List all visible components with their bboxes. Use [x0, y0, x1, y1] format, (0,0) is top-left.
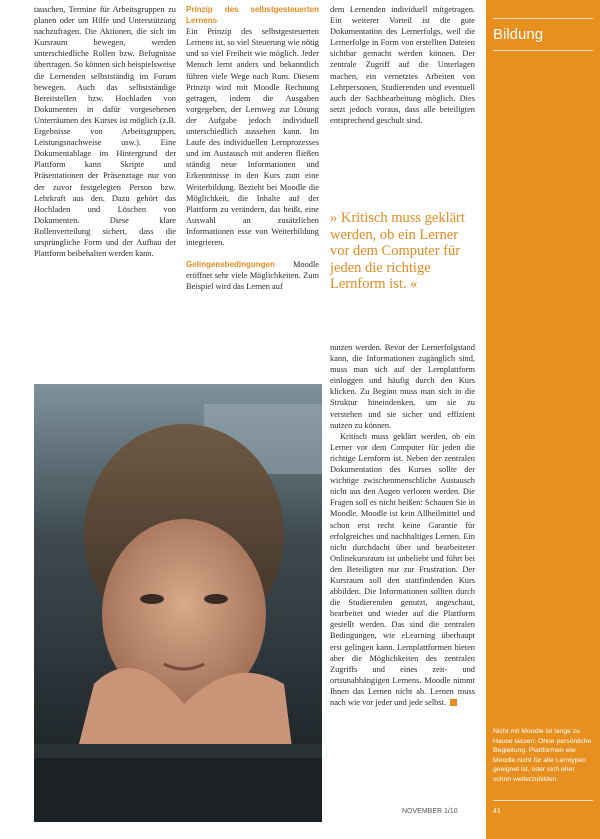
right-column-body-2-text: Kritisch muss geklärt werden, ob ein Lerner vor dem Computer für jeden die richtige Lernform ist. Neben der zentralen Dokumentation des Kurses sollte der wichtige zwischenmenschliche Austausch nicht aus den Augen verloren werden. Die Fragen soll es nicht heißen: Schauen Sie in Moodle. Moodle ist kein Allheilmittel und schon erst recht keine Garantie für erfolgreiches und nachhaltiges Lernen. Ein nicht durchdacht über und bearbeiteter Onlinekursraum ist unbeliebt und führt bei den Beteiligten nur zur Frustration. Der Kursraum soll den stattfindenden Kurs abbilden. Die Informationen sollten durch die Studierenden genutzt, angeschaut, bearbeitet und wieder auf die Plattform gestellt werden. Das sind die zentralen Bedingungen, wie eLearning überhaupt erst gelingen kann. Lernplattformen bieten aber die Möglichkeiten des zentralen Zugriffs und eines zeit- und ortsunabhängigen Lernens. Moodle nimmt Ihnen das Lernen nicht ab. Lernen muss nach wie vor jeder und jede selbst.	[330, 431, 475, 707]
right-column-top	[330, 4, 475, 126]
footer: NOVEMBER 1/10	[402, 808, 458, 815]
right-column-body-top: dem Lernenden individuell mitgetragen. Ein weiterer Vorteil ist die gute Dokumentation des Lernerfolgs, weil die Lernerfolge in Form von erstellten Dateien sichtbar gemacht werden können. Der zentrale Zugriff auf die Unterlagen machen, ein vernetztes Arbeiten von Lehrpersonen, Studierenden und eventuell auch der Sachbearbeitung möglich. Dies setzt jedoch voraus, dass alle beteiligten entsprechend geschult sind.	[330, 5, 475, 125]
sidebar-divider	[493, 18, 593, 19]
sidebar-divider	[493, 50, 593, 51]
end-marker-icon	[450, 699, 457, 706]
section-tag: Bildung	[493, 26, 544, 43]
section-heading: Prinzip des selbstgesteuerten Lernens	[186, 5, 319, 26]
left-column	[34, 4, 176, 259]
page-number: 41	[493, 808, 501, 815]
sidebar	[486, 0, 600, 839]
sidebar-divider	[493, 800, 593, 801]
photo-woman-looking-at-screen	[34, 384, 322, 822]
right-column-body-2	[330, 431, 475, 708]
middle-column-lower	[186, 259, 319, 292]
middle-column-body: Ein Prinzip des selbstgesteuerten Lernens ist, so viel Steuerung wie nötig und so viel Freiheit wie möglich. Jeder Mensch lernt anders und bekanntlich führen viele Wege nach Rom. Diesem Prinzip wird mit Moodle Rechnung getragen, indem die Ausgaben vorgegeben, der Lernweg zur Lösung der Aufgabe jedoch individuell unterschiedlich aussehen kann. Im Laufe des individuellen Lernprozesses und im Austausch mit anderen fließen ständig neue Informationen und Erkenntnisse in den Kurs zum eine Weiterbildung. Bezieht bei Moodle die Möglichkeit, die Inhalte auf der Plattform zu verändern, das heißt, eine Auswahl an zusätzlichen Informationen esse von Weiterbildung integrieren.	[186, 27, 319, 247]
middle-column	[186, 4, 319, 292]
pull-quote: » Kritisch muss geklärt werden, ob ein Lerner vor dem Computer für jeden die richtige Lernform ist. «	[330, 210, 465, 292]
middle-column-body-2: Moodle eröffnet sehr viele Möglichkeiten. Zum Beispiel wird das Lernen auf	[186, 260, 319, 292]
photo-caption: Nicht mit Moodle ist lange zu Hause lassen: Ohne persönliche Begleitung. Plattformen wie Moodle nicht für alle Lerntypen geeignet ist, oder sich eher schon weiterzubilden.	[493, 728, 592, 783]
left-column-body: tauschen, Termine für Arbeitsgruppen zu planen oder um Hilfe und Unterstützung nachzufragen. Die Aktionen, die sich im Kursraum bewegen, werden unterschiedliche Rollen bzw. Befugnisse übertragen. So können sich beispielsweise die Lernenden selbstständig im Forum bewegen. Auch das selbstständige Bereitstellen bzw. Hochladen von Dokumenten in dafür vorgesehenen Unterräumen des Kurses ist möglich (z.B. Ergebnisse von Arbeitsgruppen, Leistungsnachweise usw.). Eine Dokumentablage im Hintergrund der Plattform kann Skripte und Präsentationen der Präsenztage nur von der zuvor festgelegten Person bzw. Lehrkraft aus den. Dazu gehört das Hochladen und Löschen von Dokumenten. Diese klare Rollenverteilung sichert, dass die ursprüngliche Form und der Aufbau der Plattform beibehalten werden kann.	[34, 5, 176, 259]
photo-illustration	[34, 384, 322, 822]
right-column-lower	[330, 342, 475, 708]
right-column-body: nutzen werden. Bevor der Lernerfolgstand kann, die Informationen zugänglich sind, muss man sich auf der Lernplattform einloggen und häufig durch den Kurs klicken. Zu Beginn muss man sich in die Struktur hineindenken, um sie zu verstehen und sie sicher und effizient nutzen zu können.	[330, 343, 475, 430]
section-heading-2: Gelingensbedingungen	[186, 260, 275, 270]
